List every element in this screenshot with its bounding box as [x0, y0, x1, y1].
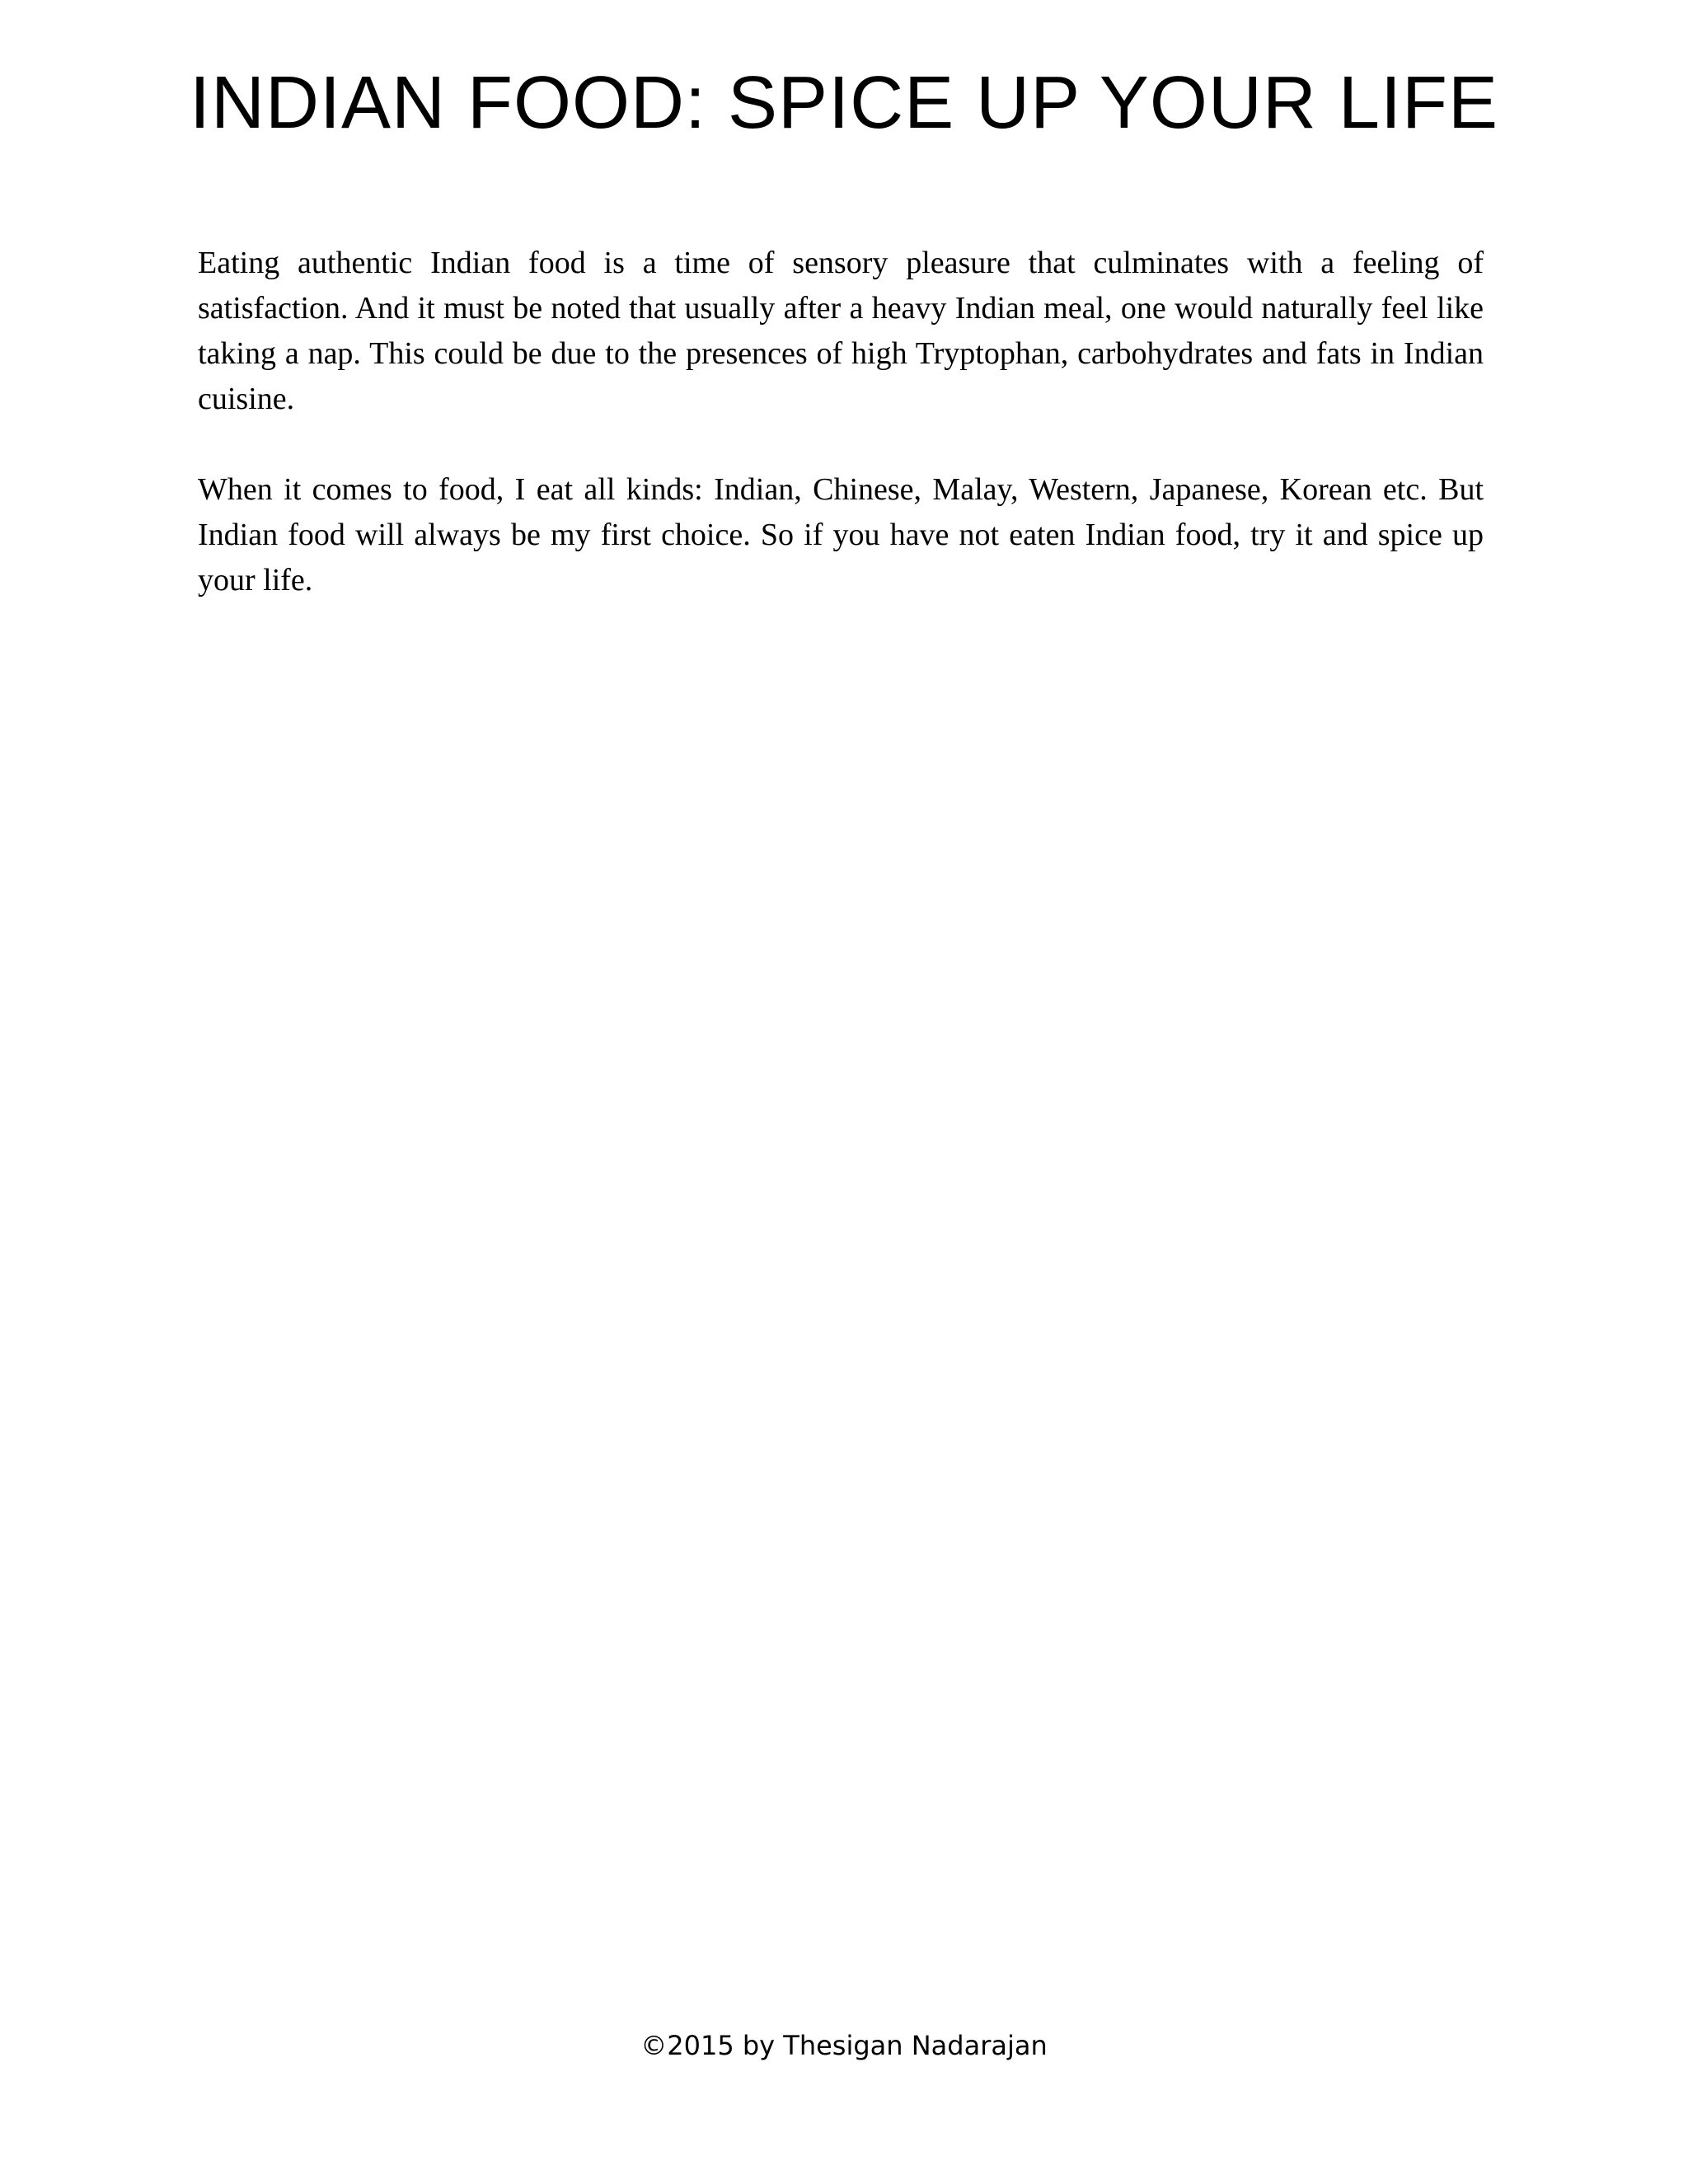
paragraph-2: When it comes to food, I eat all kinds: Indian, Chinese, Malay, Western, Japanese, Korean etc. But Indian food will always be my first choice. So if you have not eaten Indian food, try it and spice up your life.: [198, 472, 1484, 598]
article-body: [198, 241, 1484, 649]
page-title: INDIAN FOOD: SPICE UP YOUR LIFE: [190, 62, 1498, 144]
paragraph-1: Eating authentic Indian food is a time of sensory pleasure that culminates with a feeling of satisfaction. And it must be noted that usually after a heavy Indian meal, one would naturally feel like taking a nap. This could be due to the presences of high Tryptophan, carbohydrates and fats in Indian cuisine.: [198, 246, 1484, 416]
copyright-footer: ©2015 by Thesigan Nadarajan: [640, 2030, 1048, 2061]
